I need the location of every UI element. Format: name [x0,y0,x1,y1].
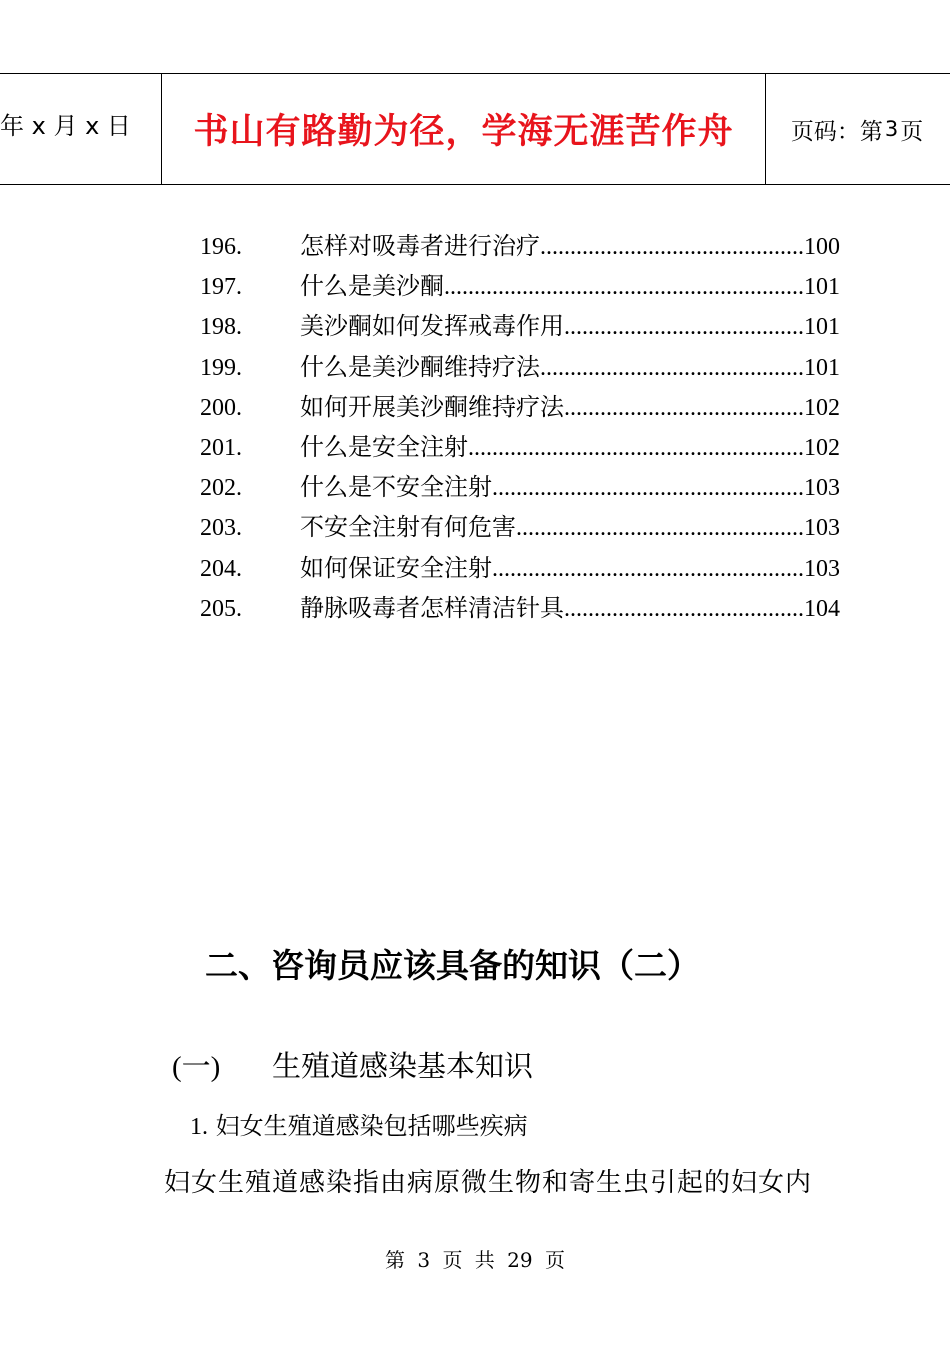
subsection-title [172,1044,533,1085]
toc-entry-number: 197. [200,274,242,301]
toc-entry-page: 103 [804,515,840,542]
toc-entry [200,306,840,346]
toc-entry-page: 101 [804,354,840,381]
toc-entry-number: 202. [200,475,242,502]
header-page-suffix: 页 [900,118,924,145]
toc-entry-number: 203. [200,515,242,542]
toc-entry-title: 什么是美沙酮 [300,272,444,301]
question-title [190,1106,528,1141]
toc-entry-number: 196. [200,234,242,260]
subsection-text: 生殖道感染基本知识 [272,1049,534,1083]
toc-entry-number: 200. [200,394,242,421]
toc-leader-dots [492,468,804,508]
toc-leader-dots [444,267,804,307]
body-paragraph: 妇女生殖道感染指由病原微生物和寄生虫引起的妇女内 [164,1168,813,1198]
toc-leader-dots [564,307,804,347]
toc-entry-page: 104 [804,595,840,622]
toc-entry [200,588,840,628]
toc-leader-dots [564,388,804,428]
header-motto: 书山有路勤为径，学海无涯苦作舟 [193,111,734,152]
toc-entry-page: 101 [804,274,840,301]
toc-entry [200,387,840,427]
toc-entry-title: 如何保证安全注射 [300,553,492,582]
table-of-contents [200,226,840,628]
toc-entry-number: 199. [200,354,242,381]
toc-leader-dots [492,549,804,589]
toc-entry-page: 103 [804,475,840,502]
toc-leader-dots [468,428,804,468]
toc-entry [200,226,840,266]
toc-entry [200,427,840,467]
toc-leader-dots [516,508,804,548]
header-page-num: 3 [884,117,899,141]
toc-entry-page: 102 [804,394,840,421]
section-title: 二、咨询员应该具备的知识（二） [205,946,700,985]
toc-entry-title: 什么是不安全注射 [300,473,492,502]
toc-entry [200,266,840,306]
toc-entry-title: 如何开展美沙酮维持疗法 [300,392,564,421]
toc-entry-title: 不安全注射有何危害 [300,513,516,542]
question-number: 1. [190,1114,208,1140]
toc-entry-page: 103 [804,555,840,582]
toc-leader-dots [540,227,804,267]
page-header [0,73,950,185]
question-text: 妇女生殖道感染包括哪些疾病 [215,1112,528,1140]
toc-entry [200,507,840,547]
header-date: 年 x 月 x 日 [0,111,131,140]
toc-entry-number: 201. [200,434,242,461]
toc-entry-title: 怎样对吸毒者进行治疗 [300,232,540,260]
toc-entry [200,548,840,588]
toc-entry-title: 什么是美沙酮维持疗法 [300,352,540,381]
header-page-label: 页码：第 [790,118,883,145]
toc-leader-dots [540,348,804,388]
toc-entry-page: 102 [804,434,840,461]
toc-entry-number: 198. [200,314,242,341]
toc-leader-dots [564,589,804,629]
toc-entry-title: 静脉吸毒者怎样清洁针具 [300,593,564,622]
subsection-mark: (一) [172,1051,221,1083]
toc-entry-title: 美沙酮如何发挥戒毒作用 [300,312,564,341]
toc-entry [200,467,840,507]
toc-entry-number: 205. [200,595,242,622]
toc-entry [200,347,840,387]
header-page-number [765,74,949,184]
toc-entry-number: 204. [200,555,242,582]
toc-entry-page: 100 [804,234,840,260]
page-footer: 第 3 页 共 29 页 [385,1248,565,1272]
header-motto-cell [161,74,766,184]
toc-entry-title: 什么是安全注射 [300,432,468,461]
toc-entry-page: 101 [804,314,840,341]
